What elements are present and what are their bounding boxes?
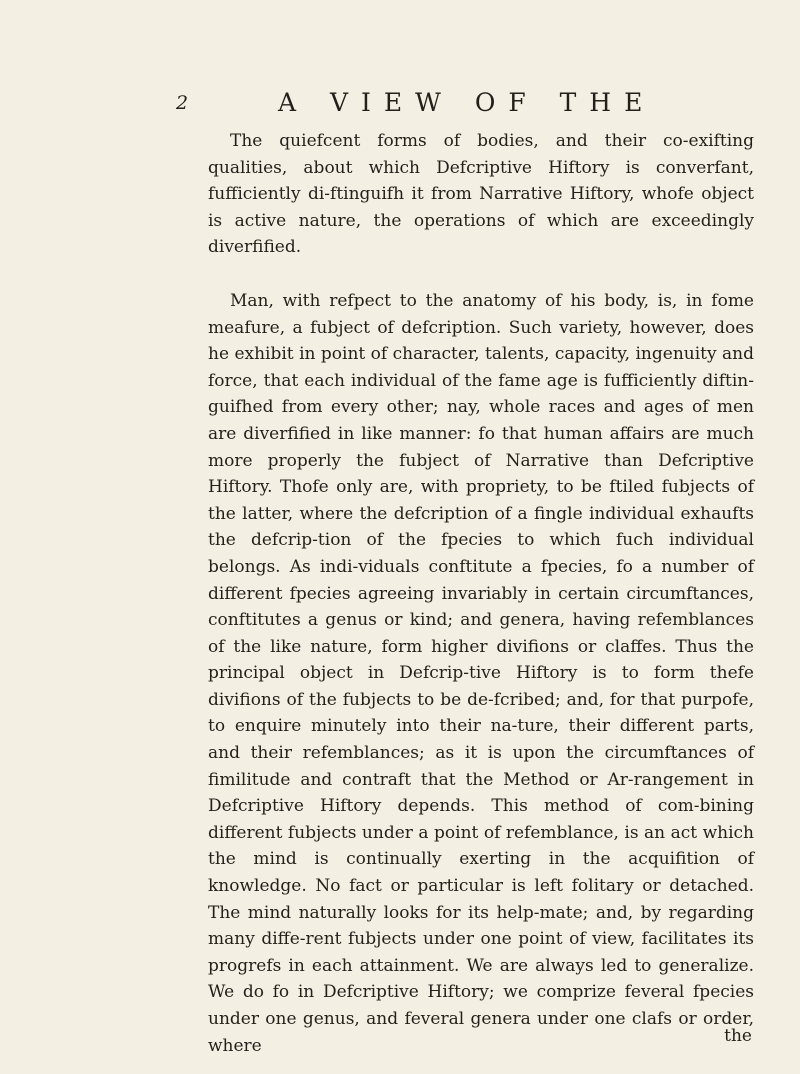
paragraph-1: The quiefcent forms of bodies, and their co-exifting qualities, about which Defcriptive Hiftory is converfant, fufficiently di-ftinguifh it from Narrative Hiftory, whofe object is active nature, the operations of which are exceedingly diverfified. — [208, 131, 754, 258]
page-header — [0, 88, 800, 124]
catchword: the — [724, 1026, 752, 1046]
body-text — [208, 128, 754, 1059]
paragraph-2: Man, with refpect to the anatomy of his body, is, in fome meafure, a fubject of defcription. Such variety, however, does he exhibit in point of character, talents, capacity, ingenuity and force, that each individual of the fame age is fufficiently diftin-guifhed from every other; nay, whole races and ages of men are diverfified in like manner: fo that human affairs are much more properly the fubject of Narrative than Defcriptive Hiftory. Thofe only are, with propriety, to be ftiled fubjects of the latter, where the defcription of a fingle individual exhaufts the defcrip-tion of the fpecies to which fuch individual belongs. As indi-viduals conftitute a fpecies, fo a number of different fpecies agreeing invariably in certain circumftances, conftitutes a genus or kind; and genera, having refemblances of the like nature, form higher divifions or claffes. Thus the principal object in Defcrip-tive Hiftory is to form thefe divifions of the fubjects to be de-fcribed; and, for that purpofe, to enquire minutely into their na-ture, their different parts, and their refemblances; as it is upon the circumftances of fimilitude and contraft that the Method or Ar-rangement in Defcriptive Hiftory depends. This method of com-bining different fubjects under a point of refemblance, is an act which the mind is continually exerting in the acquifition of knowledge. No fact or particular is left folitary or detached. The mind naturally looks for its help-mate; and, by regarding many diffe-rent fubjects under one point of view, facilitates its progrefs in each attainment. We are always led to generalize. We do fo in Defcriptive Hiftory; we comprize feveral fpecies under one genus, and feveral genera under one clafs or order, where — [208, 290, 754, 1056]
page-number: 2 — [176, 92, 189, 114]
running-head: A VIEW OF THE — [278, 88, 656, 117]
